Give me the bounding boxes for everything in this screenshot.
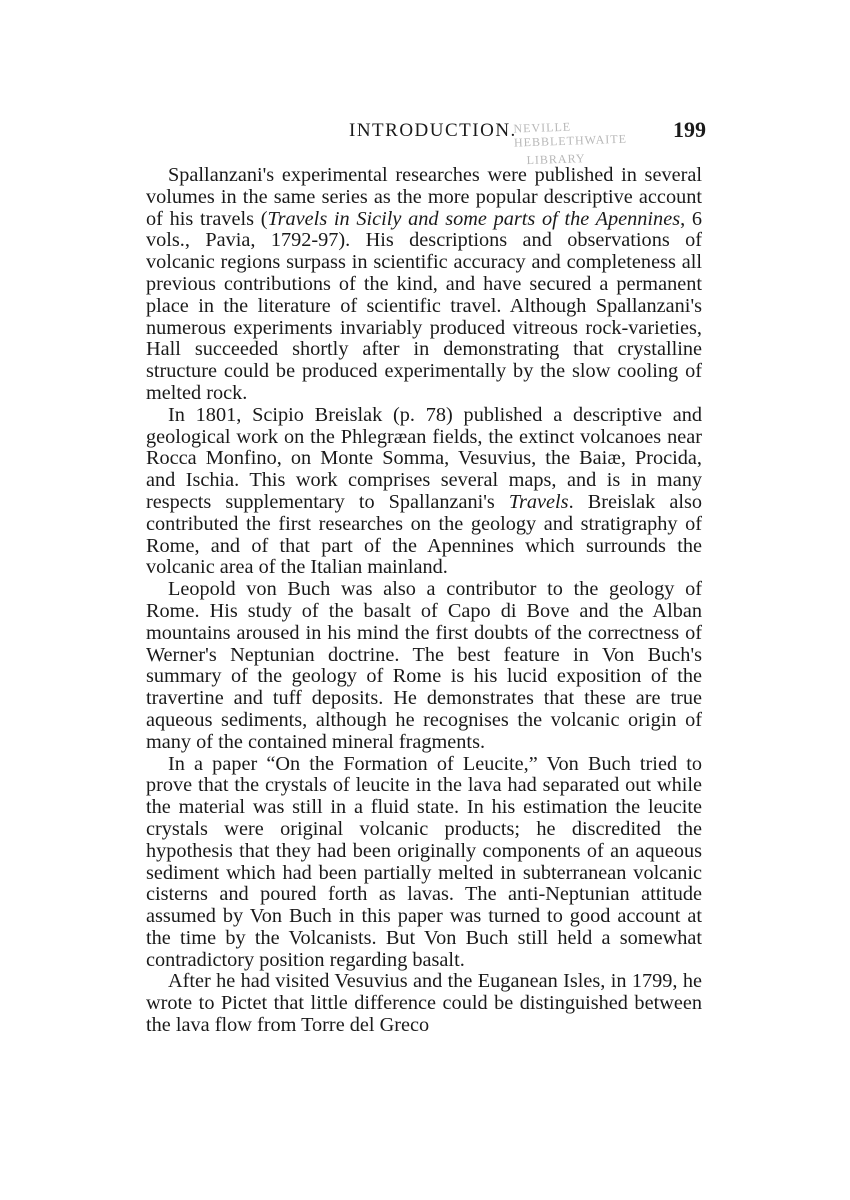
text-run: After he had visited Vesuvius and the Euganean Isles, in 1799, he wrote to Pictet that little difference could be distinguished between the lava flow from Torre del Greco [146, 970, 702, 1037]
text-run: Leopold von Buch was also a contributor to the geology of Rome. His study of the basalt of Capo di Bove and the Alban mountains aroused in his mind the first doubts of the correctness of Werner's Neptunian doctrine. The best feature in Von Buch's summary of the geology of Rome is his lucid exposition of the travertine and tuff deposits. He demonstrates that these are true aqueous sediments, although he recognises the volcanic origin of many of the contained mineral fragments. [146, 578, 702, 753]
paragraph [146, 165, 702, 405]
paragraph [146, 579, 702, 753]
paragraph [146, 754, 702, 972]
library-stamp-line: LIBRARY [526, 151, 586, 168]
text-run: Spallanzani's experimental researches were published in several volumes in the same series as the more popular descriptive account of his travels ( [146, 164, 702, 230]
library-stamp-line: NEVILLE HEBBLETHWAITE [513, 119, 628, 150]
body-text [146, 165, 702, 1037]
page-number: 199 [673, 117, 706, 142]
text-run: In a paper “On the Formation of Leucite,” Von Buch tried to prove that the crystals of leucite in the lava had separated out while the material was still in a fluid state. In his estimation the leucite crystals were original volcanic products; he discredited the hypothesis that they had been originally components of an aqueous sediment which had been partially melted in subterranean volcanic cisterns and poured forth as lavas. The anti-Neptunian attitude assumed by Von Buch in this paper was turned to good account at the time by the Volcanists. But Von Buch still held a somewhat contradictory position regarding basalt. [146, 752, 702, 971]
text-run: In 1801, Scipio Breislak (p. 78) published a descriptive and geological work on the Phlegræan fields, the extinct volcanoes near Rocca Monfino, on Monte Somma, Vesuvius, the Baiæ, Procida, and Ischia. This work comprises several maps, and is in many respects supplementary to Spallanzani's [146, 403, 702, 513]
text-run: , 6 vols., Pavia, 1792-97). His descriptions and observations of volcanic regions surpass in scientific accuracy and completeness all previous contributions of the kind, and have secured a permanent place in the literature of scientific travel. Although Spallanzani's numerous experiments invariably produced vitreous rock-varieties, Hall succeeded shortly after in demonstrating that crystalline structure could be produced experimentally by the slow cooling of melted rock. [146, 207, 703, 404]
running-head [146, 117, 706, 168]
library-stamp [513, 116, 665, 167]
paragraph [146, 405, 702, 579]
text-run: . Breislak also contributed the first researches on the geology and stratigraphy of Rome, and of that part of the Apennines which surrounds the volcanic area of the Italian mainland. [146, 490, 702, 579]
running-head-title: INTRODUCTION. [349, 120, 517, 141]
italic-text: Travels in Sicily and some parts of the Apennines [267, 207, 681, 230]
italic-text: Travels [508, 490, 569, 513]
paragraph [146, 971, 702, 1036]
